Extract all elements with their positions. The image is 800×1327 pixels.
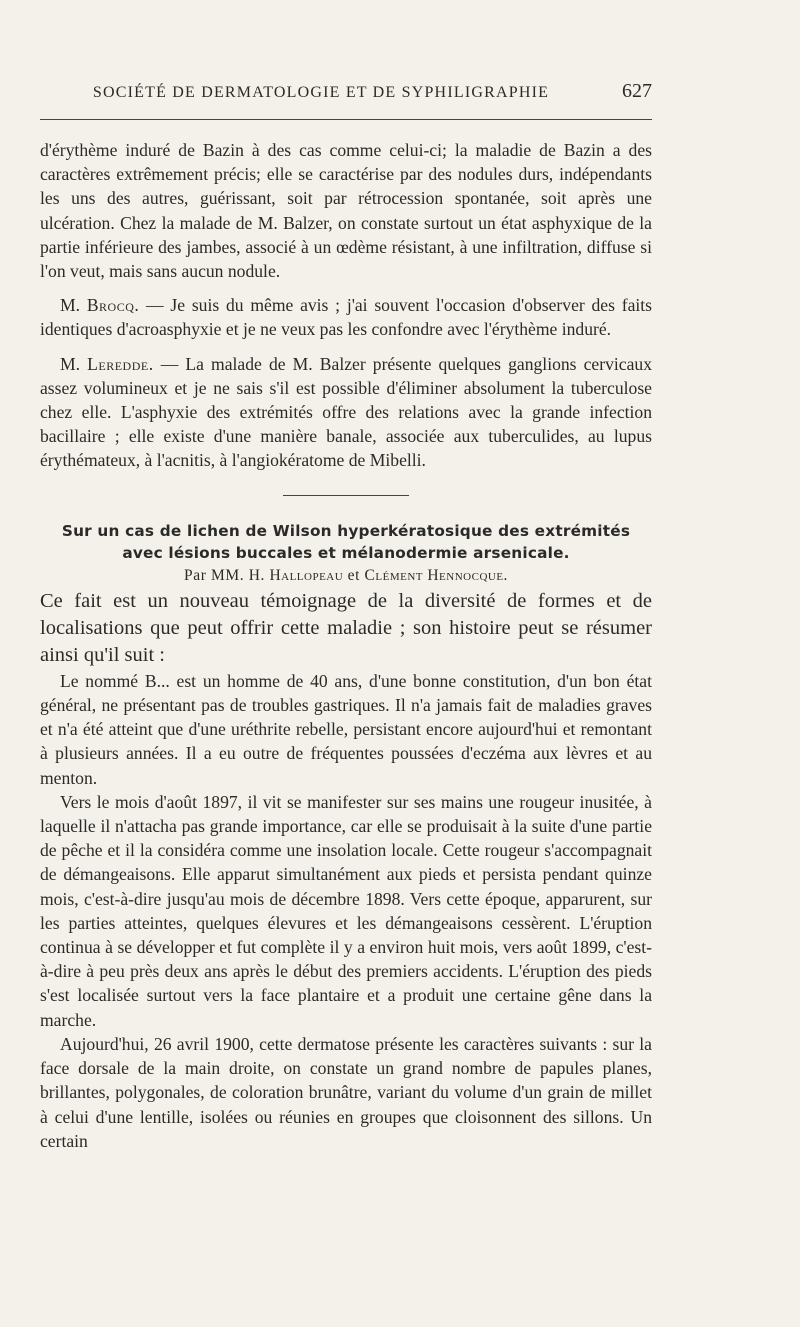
paragraph-text: — La malade de M. Balzer présente quelques ganglions cervicaux assez volumineux et je ne sais s'il est possible d'éliminer absolument la tuberculose chez elle. L'asphyxie des extrémités offre des relations avec la grande infection bacillaire ; elle existe d'une manière banale, associée aux tuberculides, au lupus érythémateux, à l'acnitis, à l'angiokératome de Mibelli. xyxy=(40,353,652,471)
article-lead: Ce fait est un nouveau témoignage de la diversité de formes et de localisations que peut offrir cette maladie ; son histoire peut se résumer ainsi qu'il suit : xyxy=(40,589,652,666)
byline-prefix: Par MM. H. xyxy=(184,566,270,584)
author-name: Clément Hennocque. xyxy=(364,566,508,584)
page-number: 627 xyxy=(622,80,652,102)
article-paragraph: Aujourd'hui, 26 avril 1900, cette dermatose présente les caractères suivants : sur la face dorsale de la main droite, on constate un grand nombre de papules planes, brillantes, polygonales, de coloration brunâtre, variant du volume d'un grain de millet à celui d'une lentille, isolées ou réunies en groupes que cloisonnent des sillons. Un certain xyxy=(40,1033,652,1151)
page-body xyxy=(40,138,652,1153)
section-title-line-2: avec lésions buccales et mélanodermie arsenicale. xyxy=(122,543,570,562)
article-paragraph: Le nommé B... est un homme de 40 ans, d'une bonne constitution, d'un bon état général, ne présentant pas de troubles gastriques. Il n'a jamais fait de maladies graves et n'a été atteint que d'une uréthrite rebelle, persistant encore aujourd'hui et remontant à plusieurs années. Il a eu outre de fréquentes poussées d'eczéma aux lèvres et au menton. xyxy=(40,670,652,788)
author-name: Hallopeau xyxy=(269,566,344,584)
speaker-name: Leredde. xyxy=(87,353,154,374)
paragraph-brocq xyxy=(40,293,652,341)
section-divider xyxy=(283,495,409,496)
paragraph-continuation: d'érythème induré de Bazin à des cas comme celui-ci; la maladie de Bazin a des caractères extrêmement précis; elle se caractérise par des nodules durs, indépendants les uns des autres, guérissant, soit par rétrocession spontanée, soit après une ulcération. Chez la malade de M. Balzer, on constate surtout un état asphyxique de la partie inférieure des jambes, associé à un œdème résistant, à une infiltration, diffuse si l'on veut, mais sans aucun nodule. xyxy=(40,140,652,282)
header-rule xyxy=(40,119,652,120)
speaker-name: Brocq. xyxy=(86,295,140,316)
byline xyxy=(40,564,652,588)
running-header xyxy=(40,80,652,106)
paragraph-leredde xyxy=(40,352,652,473)
running-title: SOCIÉTÉ DE DERMATOLOGIE ET DE SYPHILIGRAPHIE xyxy=(92,84,550,101)
byline-join: et xyxy=(343,566,365,584)
section-title-line-1: Sur un cas de lichen de Wilson hyperkératosique des extrémités xyxy=(61,521,631,540)
speaker-title: M. xyxy=(60,295,87,316)
paragraph-text: — Je suis du même avis ; j'ai souvent l'occasion d'observer des faits identiques d'acroasphyxie et je ne veux pas les confondre avec l'érythème induré. xyxy=(40,295,652,340)
article-paragraph: Vers le mois d'août 1897, il vit se manifester sur ses mains une rougeur inusitée, à laquelle il n'attacha pas grande importance, car elle se produisait à la suite d'une partie de pêche et il la considéra comme une insolation locale. Cette rougeur s'accompagnait de démangeaisons. Elle apparut simultanément aux pieds et persista pendant quinze mois, c'est-à-dire jusqu'au mois de décembre 1898. Vers cette époque, apparurent, sur les parties atteintes, quelques élevures et les démangeaisons cessèrent. L'éruption continua à se développer et fut complète il y a environ huit mois, vers août 1899, c'est-à-dire à peu près deux ans après le début des premiers accidents. L'éruption des pieds s'est localisée surtout vers la face plantaire et a produit une certaine gêne dans la marche. xyxy=(40,791,652,1030)
speaker-title: M. xyxy=(60,353,88,374)
